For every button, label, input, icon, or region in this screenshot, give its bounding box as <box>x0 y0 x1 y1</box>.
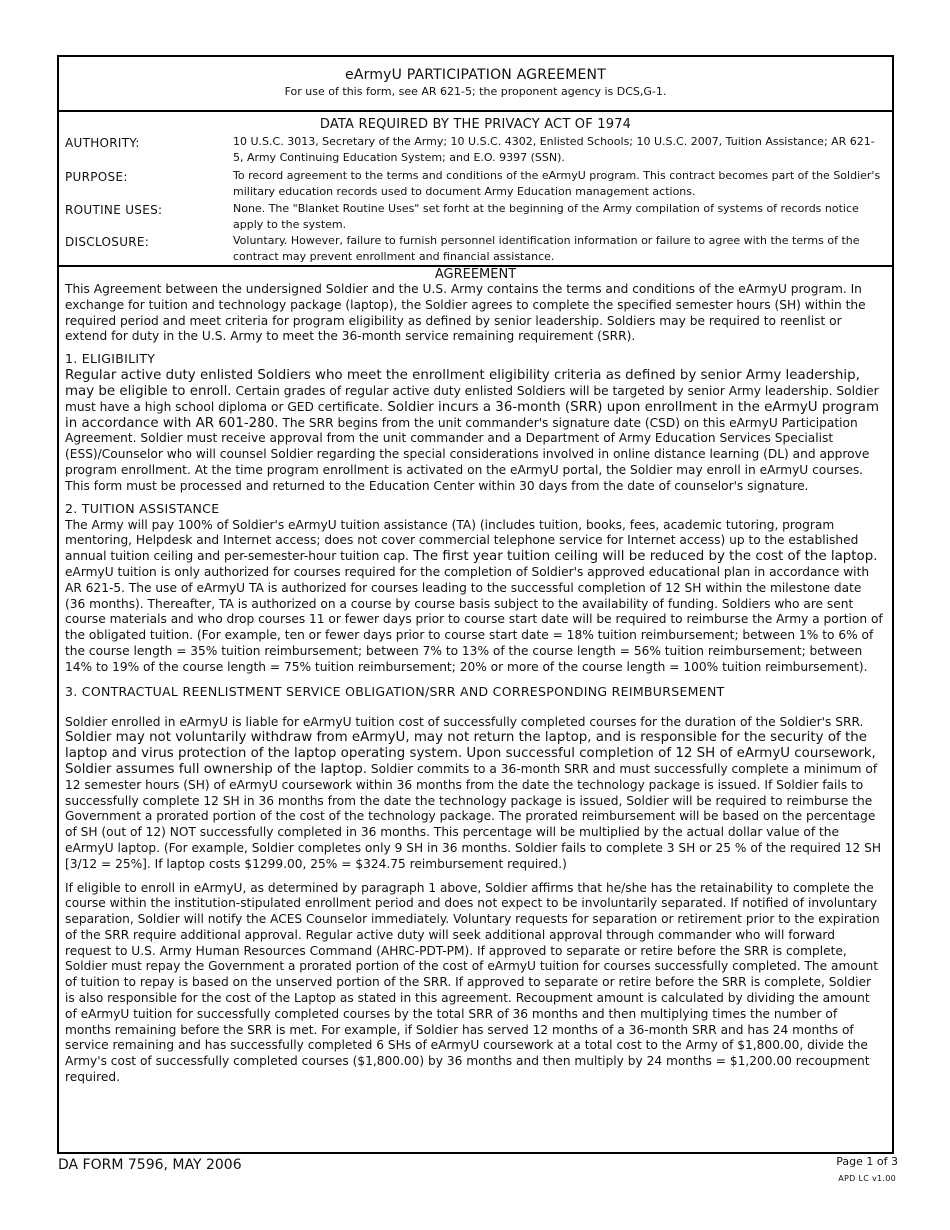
eligibility-text-2: The SRR begins from the unit commander's signature date (CSD) on this eArmyU Participation Agreement. Soldier must receive approval from the unit commander and a Department of Army Education Services Specialist (ESS)/Counselor who will counsel Soldier regarding the special considerations involved in online distance learning (DL) and approve program enrollment. At the time program enrollment is activated on the eArmyU portal, the Soldier may enroll in eArmyU courses. This form must be processed and returned to the Education Center within 30 days from the date of counselor's signature. <box>65 415 870 493</box>
section-heading-tuition: 2. TUITION ASSISTANCE <box>65 500 220 516</box>
privacy-text: To record agreement to the terms and conditions of the eArmyU program. This contract becomes part of the Soldier's military education records used to document Army Education management actions. <box>233 169 881 198</box>
agreement-title: AGREEMENT <box>434 267 517 282</box>
privacy-act-section <box>59 112 892 267</box>
reenlistment-text-1: Soldier enrolled in eArmyU is liable for eArmyU tuition cost of successfully completed courses for the duration of the Soldier's SRR. <box>65 714 864 729</box>
page-number: Page 1 of 3 <box>836 1155 898 1168</box>
form-identifier: DA FORM 7596, MAY 2006 <box>58 1157 242 1173</box>
reenlistment-text-2: Soldier commits to a 36-month SRR and must successfully complete a minimum of 12 semester hours (SH) of eArmyU coursework within 36 months from the date the technology package is issued. If Soldier fails to successfully complete 12 SH in 36 months from the date the technology package is issued, Soldier will be required to reimburse the Government a prorated portion of the cost of the technology package. The prorated reimbursement will be based on the percentage of SH (out of 12) NOT successfully completed in 36 months. This percentage will be multiplied by the actual dollar value of the eArmyU laptop. (For example, Soldier completes only 9 SH in 36 months. Soldier fails to complete 3 SH or 25 % of the required 12 SH [3/12 = 25%]. If laptop costs $1299.00, 25% = $324.75 reimbursement required.) <box>65 761 882 871</box>
separation-paragraph: If eligible to enroll in eArmyU, as determined by paragraph 1 above, Soldier affirms that he/she has the retainability to complete the course within the institution-stipulated enrollment period and does not expect to be involuntarily separated. If notified of involuntary separation, Soldier will notify the ACES Counselor immediately. Voluntary requests for separation or retirement prior to the expiration of the SRR require additional approval. Regular active duty will seek additional approval through commander who will forward request to U.S. Army Human Resources Command (AHRC-PDT-PM). If approved to separate or retire before the SRR is complete, Soldier must repay the Government a prorated portion of the cost of eArmyU tuition for courses successfully completed. The amount of tuition to repay is based on the unserved portion of the SRR. If approved to separate or retire before the SRR is complete, Soldier is also responsible for the cost of the Laptop as stated in this agreement. Recoupment amount is calculated by dividing the amount of eArmyU tuition for successfully completed courses by the total SRR of 36 months and then multiplying times the number of months remaining before the SRR is met. For example, if Soldier has served 12 months of a 36-month SRR and has 24 months of service remaining and has successfully completed 6 SHs of eArmyU coursework at a total cost to the Army of $1,800.00, divide the Army's cost of successfully completed courses ($1,800.00) by 36 months and then multiply by 24 months = $1,200.00 recoupment required. <box>65 880 880 1085</box>
title-block <box>59 57 892 112</box>
privacy-label: ROUTINE USES: <box>65 203 163 217</box>
privacy-text: None. The "Blanket Routine Uses" set forht at the beginning of the Army compilation of systems of records notice apply to the system. <box>233 202 859 231</box>
reenlistment-paragraph <box>65 715 884 873</box>
agreement-intro: This Agreement between the undersigned Soldier and the U.S. Army contains the terms and conditions of the eArmyU program. In exchange for tuition and technology package (laptop), the Soldier agrees to complete the specified semester hours (SH) within the required period and meet criteria for program eligibility as defined by senior leadership. Soldiers may be required to reenlist or extend for duty in the U.S. Army to meet the 36-month service remaining requirement (SRR). <box>65 282 866 344</box>
eligibility-paragraph <box>65 368 884 494</box>
form-version: APD LC v1.00 <box>838 1174 896 1183</box>
eligibility-text-1: Certain grades of regular active duty enlisted Soldiers will be targeted by senior Army leadership. Soldier must have a high school diploma or GED certificate. <box>65 383 879 414</box>
tuition-text-1: The Army will pay 100% of Soldier's eArmyU tuition assistance (TA) (includes tuition, books, fees, academic tutoring, program mentoring, Helpdesk and Internet access; does not cover commercial telephone service for Internet access) up to the established annual tuition ceiling and per-semester-hour tuition cap. <box>65 517 859 564</box>
privacy-text: 10 U.S.C. 3013, Secretary of the Army; 10 U.S.C. 4302, Enlisted Schools; 10 U.S.C. 2007, Tuition Assistance; AR 621-5, Army Continuing Education System; and E.O. 9397 (SSN). <box>233 135 875 164</box>
reenlistment-lead: Soldier may not voluntarily withdraw from eArmyU, may not return the laptop, and is responsible for the security of the laptop and virus protection of the laptop operating system. Upon successful completion of 12 SH of eArmyU coursework, Soldier assumes full ownership of the laptop. <box>65 730 876 777</box>
form-frame <box>57 55 894 1154</box>
tuition-lead: The first year tuition ceiling will be reduced by the cost of the laptop. <box>409 549 878 565</box>
eligibility-lead: Regular active duty enlisted Soldiers who meet the enrollment eligibility criteria as defined by senior Army leadership, may be eligible to enroll. <box>65 368 860 399</box>
privacy-text: Voluntary. However, failure to furnish personnel identification information or failure to agree with the terms of the contract may prevent enrollment and financial assistance. <box>233 234 860 263</box>
privacy-label: PURPOSE: <box>65 170 128 184</box>
privacy-act-title: DATA REQUIRED BY THE PRIVACY ACT OF 1974 <box>319 117 632 132</box>
tuition-paragraph <box>65 518 884 676</box>
agreement-body <box>59 282 892 1086</box>
form-subtitle: For use of this form, see AR 621-5; the proponent agency is DCS,G-1. <box>284 85 667 98</box>
form-title: eArmyU PARTICIPATION AGREEMENT <box>345 67 606 83</box>
section-heading-eligibility: 1. ELIGIBILITY <box>65 351 156 367</box>
section-heading-reenlistment: 3. CONTRACTUAL REENLISTMENT SERVICE OBLIGATION/SRR AND CORRESPONDING REIMBURSEMENT <box>65 683 725 699</box>
tuition-text-2: eArmyU tuition is only authorized for courses required for the completion of Soldier's approved educational plan in accordance with AR 621-5. The use of eArmyU TA is authorized for courses leading to the successful completion of 12 SH within the milestone date (36 months). Thereafter, TA is authorized on a course by course basis subject to the availability of funding. Soldiers who are sent course materials and who drop courses 11 or fewer days prior to course start date will be required to reimburse the Army a portion of the obligated tuition. (For example, ten or fewer days prior to course start date = 18% tuition reimbursement; between 1% to 6% of the course length = 35% tuition reimbursement; between 7% to 13% of the course length = 56% tuition reimbursement; between 14% to 19% of the course length = 75% tuition reimbursement; 20% or more of the course length = 100% tuition reimbursement). <box>65 564 883 674</box>
eligibility-lead-2: Soldier incurs a 36-month (SRR) upon enrollment in the eArmyU program in accordance with AR 601-280. <box>65 399 880 431</box>
privacy-label: AUTHORITY: <box>65 136 140 150</box>
privacy-label: DISCLOSURE: <box>65 235 150 249</box>
